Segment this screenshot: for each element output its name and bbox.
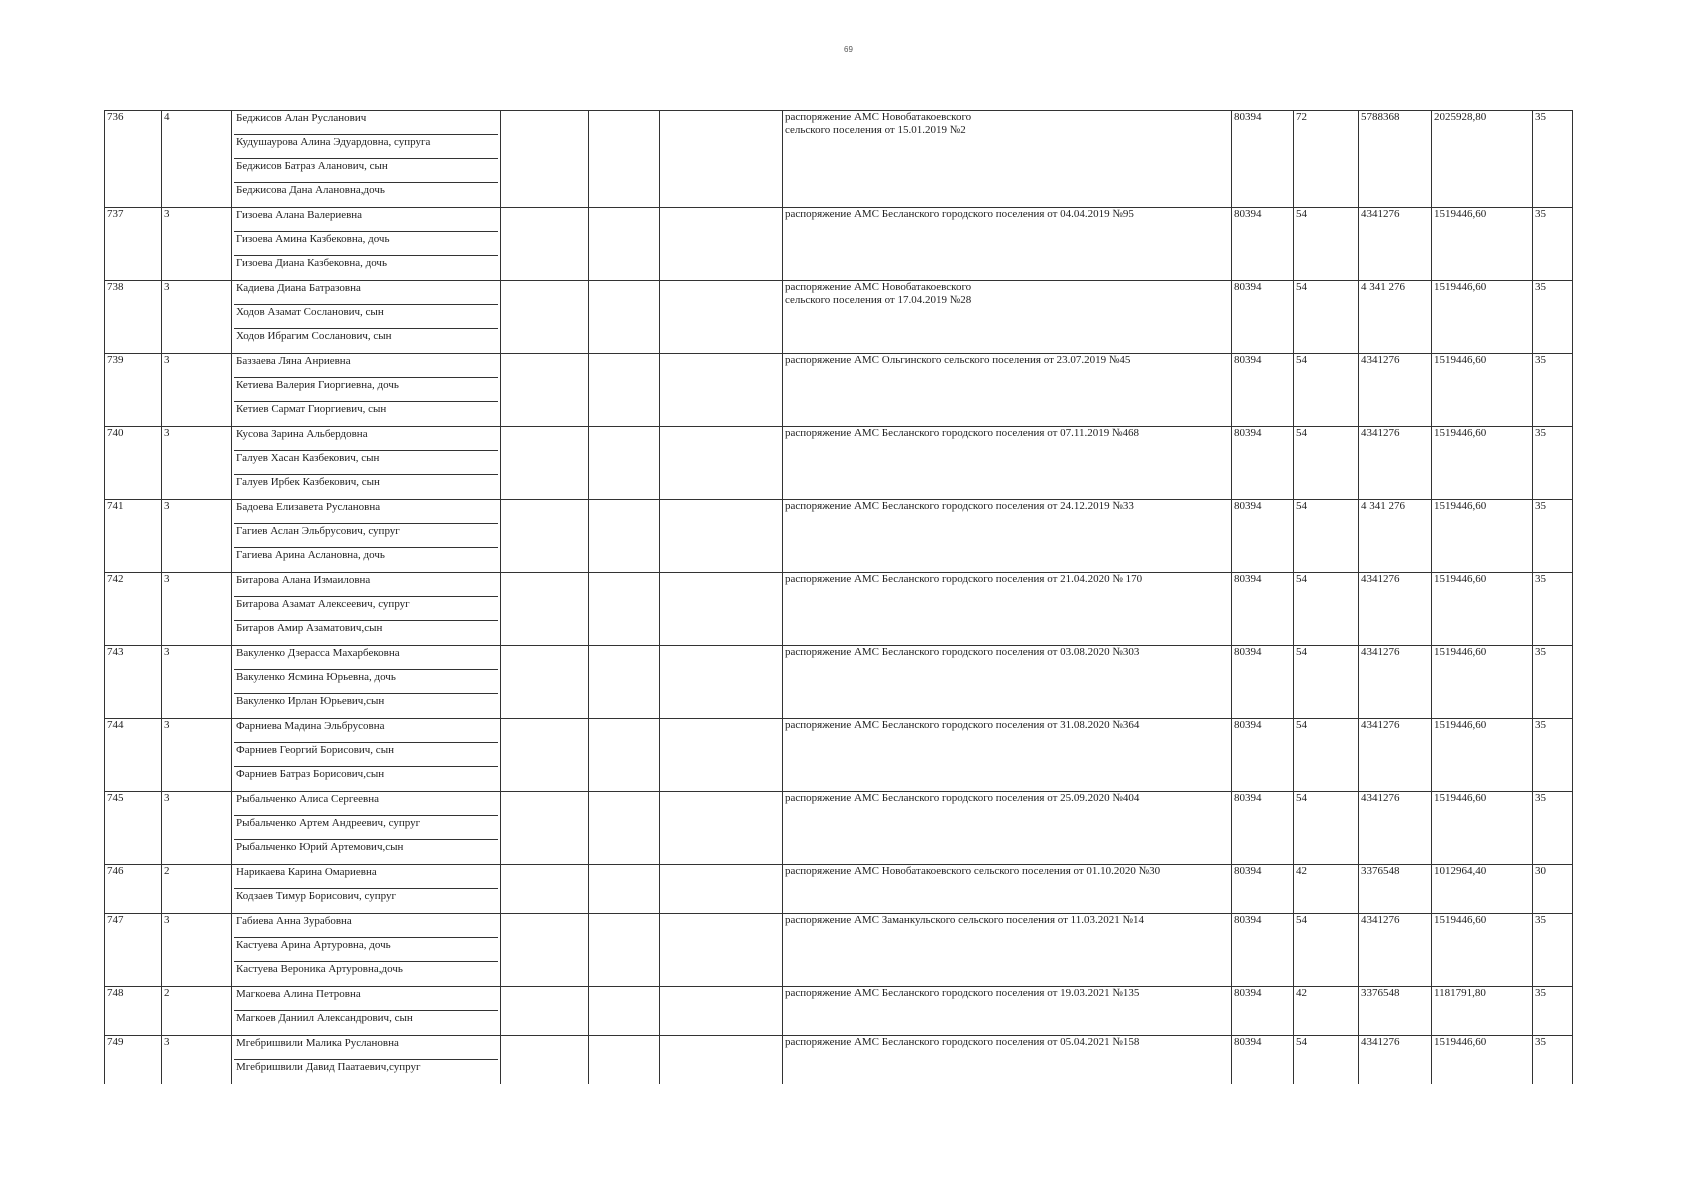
area-cell: 54 [1294,354,1359,427]
table-row [105,208,1573,281]
empty-cell [660,208,783,281]
record-number-cell: 747 [105,914,162,987]
empty-cell [589,987,660,1036]
empty-cell [660,500,783,573]
family-member: Беджисов Батраз Аланович, сын [234,159,498,183]
document-cell: распоряжение АМС Новобатакоевского сельского поселения от 17.04.2019 №28 [783,281,1232,354]
area-cell: 54 [1294,281,1359,354]
area-cell: 54 [1294,1036,1359,1085]
registry-body [105,111,1573,1085]
code-cell: 80394 [1232,427,1294,500]
total-cell: 3376548 [1359,987,1432,1036]
code-cell: 80394 [1232,208,1294,281]
total-cell: 4341276 [1359,1036,1432,1085]
empty-cell [501,865,589,914]
empty-cell [589,792,660,865]
empty-cell [660,646,783,719]
payment-cell: 1519446,60 [1432,281,1533,354]
family-member: Битарова Алана Измаиловна [234,573,498,597]
family-size-cell: 4 [162,111,232,208]
family-members-cell [232,500,501,573]
payment-cell: 1012964,40 [1432,865,1533,914]
percent-cell: 35 [1533,792,1573,865]
family-member: Магкоева Алина Петровна [234,987,498,1011]
family-size-cell: 3 [162,646,232,719]
total-cell: 4341276 [1359,573,1432,646]
family-member: Кетиев Сармат Гиоргиевич, сын [236,403,387,415]
family-size-cell: 3 [162,208,232,281]
family-size-cell: 3 [162,719,232,792]
empty-cell [660,987,783,1036]
empty-cell [660,281,783,354]
code-cell: 80394 [1232,111,1294,208]
total-cell: 4341276 [1359,792,1432,865]
family-members-cell [232,354,501,427]
empty-cell [660,914,783,987]
area-cell: 42 [1294,987,1359,1036]
record-number-cell: 737 [105,208,162,281]
empty-cell [660,719,783,792]
table-row [105,792,1573,865]
total-cell: 4 341 276 [1359,500,1432,573]
code-cell: 80394 [1232,719,1294,792]
table-row [105,865,1573,914]
document-cell: распоряжение АМС Бесланского городского поселения от 24.12.2019 №33 [783,500,1232,573]
percent-cell: 35 [1533,914,1573,987]
payment-cell: 1519446,60 [1432,1036,1533,1085]
family-members-cell [232,646,501,719]
record-number-cell: 736 [105,111,162,208]
record-number-cell: 739 [105,354,162,427]
empty-cell [660,573,783,646]
empty-cell [660,354,783,427]
total-cell: 4341276 [1359,719,1432,792]
family-size-cell: 3 [162,500,232,573]
record-number-cell: 748 [105,987,162,1036]
percent-cell: 35 [1533,646,1573,719]
empty-cell [501,987,589,1036]
document-cell: распоряжение АМС Бесланского городского поселения от 03.08.2020 №303 [783,646,1232,719]
code-cell: 80394 [1232,573,1294,646]
family-member: Фарниев Батраз Борисович,сын [236,768,385,780]
percent-cell: 35 [1533,208,1573,281]
empty-cell [501,208,589,281]
code-cell: 80394 [1232,500,1294,573]
family-member: Ходов Ибрагим Сосланович, сын [236,330,392,342]
family-members-cell [232,1036,501,1085]
family-member: Кастуева Арина Артуровна, дочь [234,938,498,962]
family-member: Рыбальченко Артем Андреевич, супруг [234,816,498,840]
payment-cell: 1519446,60 [1432,573,1533,646]
empty-cell [501,914,589,987]
total-cell: 4341276 [1359,427,1432,500]
family-member: Кастуева Вероника Артуровна,дочь [236,963,403,975]
record-number-cell: 741 [105,500,162,573]
family-member: Фарниева Мадина Эльбрусовна [234,719,498,743]
family-member: Гагиева Арина Аслановна, дочь [236,549,385,561]
family-members-cell [232,427,501,500]
area-cell: 42 [1294,865,1359,914]
family-size-cell: 3 [162,792,232,865]
family-size-cell: 3 [162,1036,232,1085]
area-cell: 54 [1294,792,1359,865]
empty-cell [501,573,589,646]
empty-cell [501,646,589,719]
area-cell: 72 [1294,111,1359,208]
family-size-cell: 3 [162,427,232,500]
record-number-cell: 738 [105,281,162,354]
total-cell: 4341276 [1359,208,1432,281]
empty-cell [589,573,660,646]
page-number: 69 [844,45,853,54]
family-members-cell [232,792,501,865]
empty-cell [501,1036,589,1085]
family-member: Гизоева Диана Казбековна, дочь [236,257,387,269]
family-member: Мгебришвили Давид Паатаевич,супруг [236,1061,421,1073]
area-cell: 54 [1294,427,1359,500]
record-number-cell: 742 [105,573,162,646]
document-cell: распоряжение АМС Новобатакоевского сельского поселения от 15.01.2019 №2 [783,111,1232,208]
table-row [105,354,1573,427]
empty-cell [589,865,660,914]
payment-cell: 1519446,60 [1432,719,1533,792]
family-member: Вакуленко Ясмина Юрьевна, дочь [234,670,498,694]
family-member: Кудушаурова Алина Эдуардовна, супруга [234,135,498,159]
empty-cell [589,914,660,987]
family-members-cell [232,914,501,987]
total-cell: 4341276 [1359,646,1432,719]
empty-cell [501,427,589,500]
empty-cell [660,111,783,208]
code-cell: 80394 [1232,646,1294,719]
empty-cell [501,500,589,573]
registry-table [104,110,1573,1084]
code-cell: 80394 [1232,987,1294,1036]
code-cell: 80394 [1232,865,1294,914]
family-size-cell: 2 [162,987,232,1036]
family-member: Кетиева Валерия Гиоргиевна, дочь [234,378,498,402]
family-member: Ходов Азамат Сосланович, сын [234,305,498,329]
table-row [105,914,1573,987]
percent-cell: 35 [1533,573,1573,646]
empty-cell [501,792,589,865]
payment-cell: 2025928,80 [1432,111,1533,208]
total-cell: 4341276 [1359,914,1432,987]
family-member: Гизоева Алана Валериевна [234,208,498,232]
family-member: Битарова Азамат Алексеевич, супруг [234,597,498,621]
code-cell: 80394 [1232,792,1294,865]
family-size-cell: 3 [162,354,232,427]
area-cell: 54 [1294,914,1359,987]
area-cell: 54 [1294,208,1359,281]
payment-cell: 1519446,60 [1432,914,1533,987]
family-member: Рыбальченко Алиса Сергеевна [234,792,498,816]
family-member: Битаров Амир Азаматович,сын [236,622,383,634]
table-row [105,1036,1573,1085]
family-member: Гизоева Амина Казбековна, дочь [234,232,498,256]
table-row [105,987,1573,1036]
total-cell: 5788368 [1359,111,1432,208]
empty-cell [589,208,660,281]
empty-cell [589,500,660,573]
family-members-cell [232,281,501,354]
family-member: Галуев Ирбек Казбекович, сын [236,476,380,488]
family-members-cell [232,111,501,208]
empty-cell [589,719,660,792]
percent-cell: 35 [1533,427,1573,500]
empty-cell [589,281,660,354]
record-number-cell: 749 [105,1036,162,1085]
payment-cell: 1519446,60 [1432,427,1533,500]
family-member: Нарикаева Карина Омариевна [234,865,498,889]
percent-cell: 35 [1533,500,1573,573]
percent-cell: 30 [1533,865,1573,914]
family-member: Вакуленко Дзерасса Махарбековна [234,646,498,670]
payment-cell: 1519446,60 [1432,792,1533,865]
table-row [105,111,1573,208]
family-members-cell [232,987,501,1036]
family-member: Гагиев Аслан Эльбрусович, супруг [234,524,498,548]
document-cell: распоряжение АМС Бесланского городского поселения от 21.04.2020 № 170 [783,573,1232,646]
percent-cell: 35 [1533,281,1573,354]
table-row [105,500,1573,573]
empty-cell [660,1036,783,1085]
family-member: Рыбальченко Юрий Артемович,сын [236,841,404,853]
family-member: Кадиева Диана Батразовна [234,281,498,305]
document-cell: распоряжение АМС Новобатакоевского сельского поселения от 01.10.2020 №30 [783,865,1232,914]
payment-cell: 1519446,60 [1432,500,1533,573]
code-cell: 80394 [1232,281,1294,354]
family-member: Бадоева Елизавета Руслановна [234,500,498,524]
total-cell: 3376548 [1359,865,1432,914]
document-cell: распоряжение АМС Бесланского городского поселения от 05.04.2021 №158 [783,1036,1232,1085]
table-row [105,573,1573,646]
area-cell: 54 [1294,719,1359,792]
payment-cell: 1519446,60 [1432,208,1533,281]
family-member: Мгебришвили Малика Руслановна [234,1036,498,1060]
empty-cell [501,281,589,354]
family-members-cell [232,573,501,646]
area-cell: 54 [1294,573,1359,646]
family-member: Галуев Хасан Казбекович, сын [234,451,498,475]
empty-cell [589,427,660,500]
percent-cell: 35 [1533,354,1573,427]
total-cell: 4341276 [1359,354,1432,427]
family-member: Кусова Зарина Альбердовна [234,427,498,451]
table-row [105,427,1573,500]
area-cell: 54 [1294,500,1359,573]
empty-cell [589,354,660,427]
document-cell: распоряжение АМС Ольгинского сельского поселения от 23.07.2019 №45 [783,354,1232,427]
record-number-cell: 743 [105,646,162,719]
document-cell: распоряжение АМС Бесланского городского поселения от 04.04.2019 №95 [783,208,1232,281]
document-cell: распоряжение АМС Бесланского городского поселения от 25.09.2020 №404 [783,792,1232,865]
family-member: Кодзаев Тимур Борисович, супруг [236,890,396,902]
family-member: Беджисова Дана Алановна,дочь [236,184,385,196]
empty-cell [660,865,783,914]
percent-cell: 35 [1533,111,1573,208]
record-number-cell: 745 [105,792,162,865]
code-cell: 80394 [1232,354,1294,427]
family-member: Габиева Анна Зурабовна [234,914,498,938]
family-size-cell: 2 [162,865,232,914]
family-size-cell: 3 [162,573,232,646]
family-member: Фарниев Георгий Борисович, сын [234,743,498,767]
table-row [105,646,1573,719]
family-member: Беджисов Алан Русланович [234,111,498,135]
document-cell: распоряжение АМС Заманкульского сельского поселения от 11.03.2021 №14 [783,914,1232,987]
payment-cell: 1519446,60 [1432,354,1533,427]
record-number-cell: 744 [105,719,162,792]
empty-cell [660,427,783,500]
empty-cell [589,111,660,208]
empty-cell [589,1036,660,1085]
record-number-cell: 746 [105,865,162,914]
percent-cell: 35 [1533,1036,1573,1085]
table-row [105,719,1573,792]
total-cell: 4 341 276 [1359,281,1432,354]
table-row [105,281,1573,354]
payment-cell: 1181791,80 [1432,987,1533,1036]
empty-cell [501,111,589,208]
empty-cell [501,719,589,792]
family-member: Магкоев Даниил Александрович, сын [236,1012,413,1024]
empty-cell [501,354,589,427]
payment-cell: 1519446,60 [1432,646,1533,719]
code-cell: 80394 [1232,914,1294,987]
family-member: Баззаева Ляна Анриевна [234,354,498,378]
code-cell: 80394 [1232,1036,1294,1085]
percent-cell: 35 [1533,987,1573,1036]
family-size-cell: 3 [162,914,232,987]
family-members-cell [232,865,501,914]
family-size-cell: 3 [162,281,232,354]
document-cell: распоряжение АМС Бесланского городского поселения от 07.11.2019 №468 [783,427,1232,500]
family-member: Вакуленко Ирлан Юрьевич,сын [236,695,385,707]
record-number-cell: 740 [105,427,162,500]
area-cell: 54 [1294,646,1359,719]
empty-cell [589,646,660,719]
percent-cell: 35 [1533,719,1573,792]
family-members-cell [232,719,501,792]
document-cell: распоряжение АМС Бесланского городского поселения от 31.08.2020 №364 [783,719,1232,792]
empty-cell [660,792,783,865]
document-cell: распоряжение АМС Бесланского городского поселения от 19.03.2021 №135 [783,987,1232,1036]
family-members-cell [232,208,501,281]
